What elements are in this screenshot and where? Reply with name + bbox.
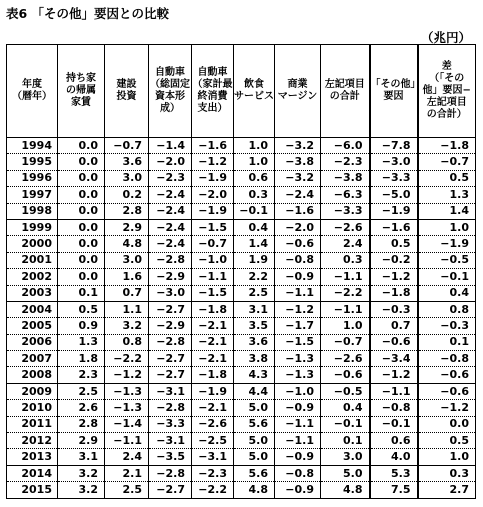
- value-cell: −1.4: [105, 416, 149, 432]
- value-cell: 0.0: [418, 416, 476, 432]
- unit-label: （兆円）: [420, 30, 471, 45]
- column-header-line: 他」要因−: [422, 85, 471, 96]
- column-header-line: マージン: [277, 91, 318, 102]
- value-cell: −0.1: [370, 416, 418, 432]
- column-header-line: 自動車: [155, 67, 185, 78]
- value-cell: 3.5: [234, 318, 275, 334]
- table-body: [7, 138, 476, 499]
- value-cell: 3.8: [234, 351, 275, 367]
- column-header: [7, 45, 58, 138]
- value-cell: 0.3: [418, 465, 476, 481]
- value-cell: 1.0: [418, 219, 476, 235]
- table-row: [7, 400, 476, 416]
- value-cell: −1.9: [192, 170, 234, 186]
- table-row: [7, 367, 476, 383]
- value-cell: −3.1: [192, 449, 234, 465]
- value-cell: −1.8: [192, 367, 234, 383]
- value-cell: −1.7: [275, 318, 321, 334]
- value-cell: 1.3: [418, 187, 476, 203]
- value-cell: −2.7: [149, 482, 192, 498]
- value-cell: 0.5: [58, 301, 105, 317]
- value-cell: −2.7: [149, 301, 192, 317]
- value-cell: −2.8: [149, 252, 192, 268]
- value-cell: 2.2: [234, 269, 275, 285]
- column-header-line: 家賃: [71, 97, 91, 108]
- value-cell: 0.1: [58, 285, 105, 301]
- value-cell: −2.4: [149, 219, 192, 235]
- value-cell: 4.8: [105, 236, 149, 252]
- column-header-line: 「その他」: [370, 79, 421, 90]
- value-cell: −0.6: [321, 367, 370, 383]
- table-row: [7, 154, 476, 170]
- table-row: [7, 236, 476, 252]
- value-cell: −0.7: [105, 138, 149, 154]
- year-cell: 2010: [7, 400, 58, 416]
- value-cell: −0.3: [370, 301, 418, 317]
- value-cell: −2.1: [192, 334, 234, 350]
- value-cell: −0.6: [370, 334, 418, 350]
- value-cell: 5.0: [234, 433, 275, 449]
- value-cell: 5.6: [234, 465, 275, 481]
- value-cell: −1.1: [370, 383, 418, 399]
- table-row: [7, 351, 476, 367]
- value-cell: −3.0: [370, 154, 418, 170]
- value-cell: −1.8: [192, 301, 234, 317]
- value-cell: 1.3: [58, 334, 105, 350]
- column-header-line: 要因: [383, 91, 404, 102]
- value-cell: 0.5: [418, 170, 476, 186]
- value-cell: −2.2: [192, 482, 234, 498]
- value-cell: 0.0: [58, 219, 105, 235]
- column-header: [58, 45, 105, 138]
- value-cell: 0.9: [58, 318, 105, 334]
- column-header: [275, 45, 321, 138]
- value-cell: −1.1: [275, 285, 321, 301]
- value-cell: −1.6: [192, 138, 234, 154]
- column-header-line: の帰属: [66, 85, 96, 96]
- value-cell: −3.5: [149, 449, 192, 465]
- year-cell: 1996: [7, 170, 58, 186]
- value-cell: 0.0: [58, 269, 105, 285]
- value-cell: 3.2: [58, 482, 105, 498]
- year-cell: 2012: [7, 433, 58, 449]
- column-header-line: （総固定: [150, 79, 190, 90]
- table-header: [7, 45, 476, 138]
- value-cell: 0.3: [234, 187, 275, 203]
- value-cell: −2.8: [149, 400, 192, 416]
- value-cell: 5.6: [234, 416, 275, 432]
- year-cell: 1995: [7, 154, 58, 170]
- value-cell: −0.9: [275, 269, 321, 285]
- value-cell: −3.1: [149, 433, 192, 449]
- table-row: [7, 383, 476, 399]
- value-cell: 1.1: [105, 301, 149, 317]
- column-header-line: 商業: [287, 79, 308, 90]
- column-header: [370, 45, 421, 138]
- table-row: [7, 138, 476, 154]
- column-header-line: 年度: [22, 79, 42, 90]
- value-cell: −1.1: [105, 433, 149, 449]
- value-cell: −2.4: [149, 187, 192, 203]
- column-header-line: 差: [441, 61, 452, 72]
- value-cell: 4.4: [234, 383, 275, 399]
- value-cell: 0.3: [321, 252, 370, 268]
- value-cell: 0.1: [321, 433, 370, 449]
- value-cell: 4.0: [370, 449, 418, 465]
- column-header-line: 左記項目: [426, 97, 467, 108]
- value-cell: −0.5: [418, 252, 476, 268]
- year-cell: 2007: [7, 351, 58, 367]
- value-cell: −6.3: [321, 187, 370, 203]
- column-header-line: 建設: [116, 79, 137, 90]
- value-cell: −1.5: [192, 219, 234, 235]
- table-row: [7, 252, 476, 268]
- value-cell: 2.5: [234, 285, 275, 301]
- column-header-line: の合計）: [426, 109, 467, 120]
- year-cell: 1997: [7, 187, 58, 203]
- value-cell: 1.4: [418, 203, 476, 219]
- value-cell: 0.0: [58, 252, 105, 268]
- year-cell: 2015: [7, 482, 58, 498]
- value-cell: −0.9: [275, 449, 321, 465]
- value-cell: 1.8: [58, 351, 105, 367]
- value-cell: 3.1: [234, 301, 275, 317]
- value-cell: −0.8: [418, 351, 476, 367]
- value-cell: −0.2: [370, 252, 418, 268]
- value-cell: 0.4: [321, 400, 370, 416]
- value-cell: 0.6: [370, 433, 418, 449]
- value-cell: −1.2: [105, 367, 149, 383]
- value-cell: −5.0: [370, 187, 418, 203]
- value-cell: −2.3: [149, 170, 192, 186]
- value-cell: −0.1: [234, 203, 275, 219]
- value-cell: −2.6: [321, 219, 370, 235]
- value-cell: 1.9: [234, 252, 275, 268]
- year-cell: 1994: [7, 138, 58, 154]
- table-row: [7, 318, 476, 334]
- year-cell: 2003: [7, 285, 58, 301]
- value-cell: −0.5: [321, 383, 370, 399]
- value-cell: −0.7: [418, 154, 476, 170]
- value-cell: −2.0: [192, 187, 234, 203]
- value-cell: −3.4: [370, 351, 418, 367]
- value-cell: −1.1: [321, 269, 370, 285]
- table-row: [7, 187, 476, 203]
- year-cell: 2005: [7, 318, 58, 334]
- value-cell: −3.1: [149, 383, 192, 399]
- value-cell: −2.1: [192, 318, 234, 334]
- column-header-line: 終消費: [197, 91, 228, 102]
- value-cell: 5.0: [234, 449, 275, 465]
- value-cell: −0.8: [370, 400, 418, 416]
- value-cell: −1.2: [192, 154, 234, 170]
- value-cell: 1.4: [234, 236, 275, 252]
- value-cell: 3.0: [105, 170, 149, 186]
- value-cell: −2.2: [321, 285, 370, 301]
- value-cell: −2.5: [192, 433, 234, 449]
- table-row: [7, 219, 476, 235]
- value-cell: 2.9: [58, 433, 105, 449]
- value-cell: −3.2: [275, 138, 321, 154]
- value-cell: −0.6: [275, 236, 321, 252]
- year-cell: 2006: [7, 334, 58, 350]
- value-cell: −0.9: [275, 400, 321, 416]
- value-cell: 0.0: [58, 236, 105, 252]
- value-cell: −1.5: [192, 285, 234, 301]
- value-cell: −0.7: [192, 236, 234, 252]
- column-header: [418, 45, 476, 138]
- value-cell: −1.0: [192, 252, 234, 268]
- value-cell: −2.4: [275, 187, 321, 203]
- value-cell: 2.5: [105, 482, 149, 498]
- value-cell: 0.8: [105, 334, 149, 350]
- table-row: [7, 269, 476, 285]
- value-cell: 0.0: [58, 170, 105, 186]
- value-cell: 0.2: [105, 187, 149, 203]
- value-cell: −1.2: [418, 400, 476, 416]
- value-cell: −2.9: [149, 269, 192, 285]
- value-cell: 3.1: [58, 449, 105, 465]
- value-cell: 1.0: [321, 318, 370, 334]
- column-header: [234, 45, 275, 138]
- value-cell: −0.1: [321, 416, 370, 432]
- value-cell: −1.9: [418, 236, 476, 252]
- value-cell: −7.8: [370, 138, 418, 154]
- value-cell: 3.6: [234, 334, 275, 350]
- value-cell: 1.0: [234, 154, 275, 170]
- value-cell: −1.3: [105, 400, 149, 416]
- value-cell: 1.0: [234, 138, 275, 154]
- column-header-line: 資本形: [155, 91, 185, 102]
- value-cell: −2.3: [321, 154, 370, 170]
- table-row: [7, 433, 476, 449]
- value-cell: −1.4: [149, 138, 192, 154]
- table-row: [7, 334, 476, 350]
- value-cell: −2.6: [192, 416, 234, 432]
- table-row: [7, 301, 476, 317]
- value-cell: −2.0: [149, 154, 192, 170]
- value-cell: −3.3: [149, 416, 192, 432]
- value-cell: 0.0: [58, 138, 105, 154]
- year-cell: 2011: [7, 416, 58, 432]
- value-cell: 7.5: [370, 482, 418, 498]
- value-cell: −1.6: [275, 203, 321, 219]
- column-header-line: 支出）: [197, 103, 228, 114]
- value-cell: 0.4: [234, 219, 275, 235]
- header-row: [7, 45, 476, 138]
- value-cell: 5.0: [321, 465, 370, 481]
- table-row: [7, 449, 476, 465]
- year-cell: 1998: [7, 203, 58, 219]
- value-cell: −2.0: [275, 219, 321, 235]
- value-cell: 4.8: [234, 482, 275, 498]
- value-cell: 3.0: [321, 449, 370, 465]
- value-cell: −3.8: [275, 154, 321, 170]
- value-cell: −0.8: [275, 252, 321, 268]
- value-cell: 2.5: [58, 383, 105, 399]
- value-cell: 3.6: [105, 154, 149, 170]
- value-cell: −2.8: [149, 334, 192, 350]
- value-cell: −1.1: [275, 416, 321, 432]
- value-cell: −3.3: [370, 170, 418, 186]
- value-cell: −0.8: [275, 465, 321, 481]
- year-cell: 2001: [7, 252, 58, 268]
- column-header-line: （家計最: [192, 79, 233, 90]
- value-cell: 3.2: [58, 465, 105, 481]
- value-cell: −3.2: [275, 170, 321, 186]
- value-cell: −1.3: [105, 383, 149, 399]
- value-cell: 1.6: [105, 269, 149, 285]
- value-cell: 2.8: [58, 416, 105, 432]
- value-cell: 1.0: [418, 449, 476, 465]
- value-cell: 0.0: [58, 187, 105, 203]
- value-cell: −1.8: [370, 285, 418, 301]
- value-cell: 0.6: [234, 170, 275, 186]
- value-cell: 0.5: [370, 236, 418, 252]
- value-cell: 2.7: [418, 482, 476, 498]
- value-cell: 0.4: [418, 285, 476, 301]
- value-cell: 5.0: [234, 400, 275, 416]
- value-cell: −0.6: [418, 383, 476, 399]
- year-cell: 1999: [7, 219, 58, 235]
- value-cell: −1.2: [370, 367, 418, 383]
- value-cell: −2.9: [149, 318, 192, 334]
- value-cell: −1.3: [275, 367, 321, 383]
- column-header: [105, 45, 149, 138]
- value-cell: −1.1: [192, 269, 234, 285]
- value-cell: −1.9: [370, 203, 418, 219]
- value-cell: 2.4: [321, 236, 370, 252]
- value-cell: −0.9: [275, 482, 321, 498]
- value-cell: −1.3: [275, 351, 321, 367]
- value-cell: −2.7: [149, 367, 192, 383]
- value-cell: −2.1: [192, 400, 234, 416]
- value-cell: 2.9: [105, 219, 149, 235]
- value-cell: 0.7: [370, 318, 418, 334]
- value-cell: 5.3: [370, 465, 418, 481]
- value-cell: 0.5: [418, 433, 476, 449]
- column-header-line: 飲食: [244, 79, 264, 90]
- table-row: [7, 465, 476, 481]
- value-cell: 3.0: [105, 252, 149, 268]
- value-cell: −1.2: [275, 301, 321, 317]
- value-cell: −1.1: [321, 301, 370, 317]
- value-cell: 0.0: [58, 203, 105, 219]
- value-cell: −1.0: [275, 383, 321, 399]
- column-header-line: 成）: [160, 103, 180, 114]
- value-cell: 4.8: [321, 482, 370, 498]
- value-cell: 0.1: [418, 334, 476, 350]
- value-cell: 4.3: [234, 367, 275, 383]
- value-cell: −0.7: [321, 334, 370, 350]
- value-cell: −2.7: [149, 351, 192, 367]
- value-cell: 0.0: [58, 154, 105, 170]
- year-cell: 2008: [7, 367, 58, 383]
- value-cell: 2.4: [105, 449, 149, 465]
- column-header-line: 持ち家: [66, 73, 96, 84]
- value-cell: −1.2: [370, 269, 418, 285]
- column-header-line: 左記項目: [324, 79, 365, 90]
- value-cell: −3.8: [321, 170, 370, 186]
- value-cell: −1.8: [418, 138, 476, 154]
- year-cell: 2002: [7, 269, 58, 285]
- table-row: [7, 203, 476, 219]
- value-cell: −1.1: [275, 433, 321, 449]
- value-cell: −3.3: [321, 203, 370, 219]
- year-cell: 2000: [7, 236, 58, 252]
- year-cell: 2014: [7, 465, 58, 481]
- value-cell: −0.3: [418, 318, 476, 334]
- year-cell: 2009: [7, 383, 58, 399]
- value-cell: −6.0: [321, 138, 370, 154]
- year-cell: 2013: [7, 449, 58, 465]
- value-cell: −1.5: [275, 334, 321, 350]
- column-header-line: （暦年）: [12, 91, 52, 102]
- value-cell: 2.1: [105, 465, 149, 481]
- column-header: [149, 45, 192, 138]
- table-row: [7, 416, 476, 432]
- value-cell: 2.3: [58, 367, 105, 383]
- value-cell: 2.8: [105, 203, 149, 219]
- value-cell: −1.9: [192, 203, 234, 219]
- value-cell: 0.7: [105, 285, 149, 301]
- column-header-line: の合計: [329, 91, 360, 102]
- table-row: [7, 482, 476, 498]
- value-cell: −2.3: [192, 465, 234, 481]
- year-cell: 2004: [7, 301, 58, 317]
- value-cell: 2.6: [58, 400, 105, 416]
- column-header-line: 自動車: [197, 67, 228, 78]
- value-cell: −1.9: [192, 383, 234, 399]
- value-cell: −2.1: [192, 351, 234, 367]
- value-cell: −2.4: [149, 203, 192, 219]
- value-cell: −1.6: [370, 219, 418, 235]
- table-title: 表6 「その他」要因との比較: [6, 6, 170, 21]
- table-row: [7, 170, 476, 186]
- table-row: [7, 285, 476, 301]
- value-cell: −2.2: [105, 351, 149, 367]
- value-cell: −2.4: [149, 236, 192, 252]
- value-cell: −3.0: [149, 285, 192, 301]
- comparison-table: [6, 44, 476, 499]
- value-cell: −2.6: [321, 351, 370, 367]
- column-header: [321, 45, 370, 138]
- column-header-line: （「その: [429, 73, 465, 84]
- column-header-line: サービス: [234, 91, 274, 102]
- value-cell: 0.8: [418, 301, 476, 317]
- column-header-line: 投資: [116, 91, 137, 102]
- column-header: [192, 45, 234, 138]
- value-cell: 3.2: [105, 318, 149, 334]
- value-cell: −0.6: [418, 367, 476, 383]
- value-cell: −2.8: [149, 465, 192, 481]
- value-cell: −0.1: [418, 269, 476, 285]
